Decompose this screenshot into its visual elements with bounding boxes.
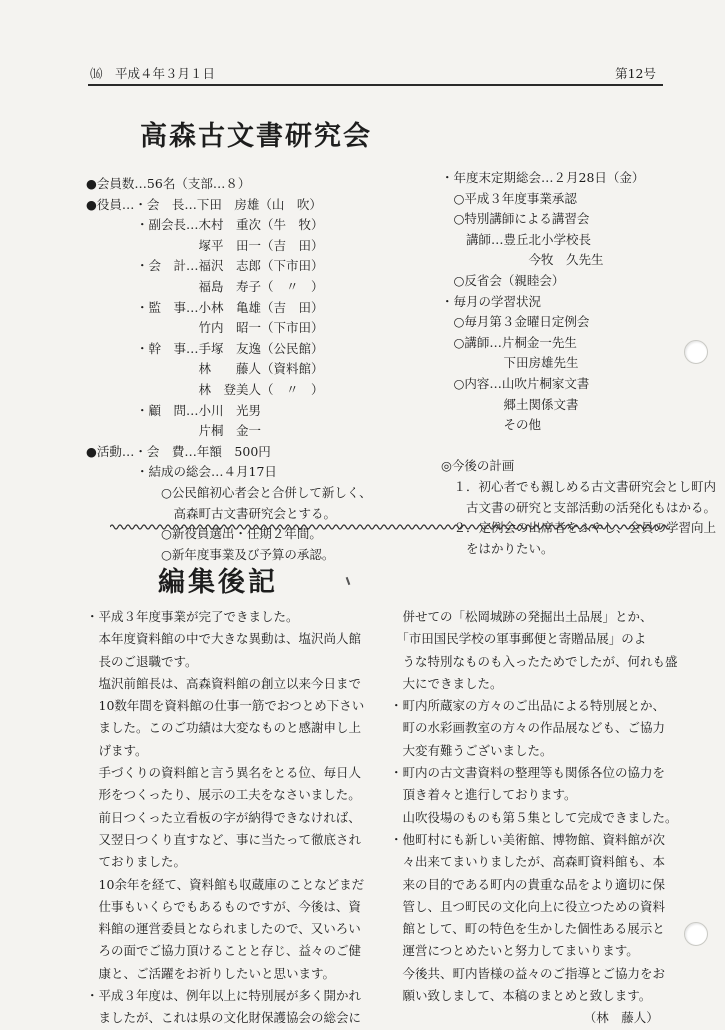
editorial-left-line: 仕事もいくらでもあるものですが、今後は、資	[86, 898, 361, 914]
editorial-left-line: ておりました。	[86, 854, 187, 870]
editorial-left-line: ろの面でご協力頂けることと存じ、益々のご健	[86, 943, 362, 959]
club-info-line: 高森町古文書研究会とする。	[86, 505, 337, 521]
club-activity-line	[441, 436, 691, 457]
club-activity-line: その他	[441, 417, 542, 433]
editorial-right-line: うな特別なものも入ったためでしたが、何れも盛	[390, 653, 678, 669]
club-info-line: 林 登美人（ 〃 ）	[86, 381, 324, 397]
editorial-left-line: ましたが、これは県の文化財保護協会の総会に	[86, 1010, 362, 1026]
editorial-right-line: 町の水彩画教室の方々の作品展なども、ご協力	[390, 720, 666, 736]
club-info-line: ●会員数…56名（支部…８）	[86, 176, 251, 191]
club-info-line: 福島 寿子（ 〃 ）	[86, 278, 324, 294]
editorial-right-line: ・町内の古文書資料の整理等も関係各位の協力を	[390, 765, 666, 781]
editorial-left-line: 料館の運営委員となられましたので、又いろい	[86, 921, 361, 937]
editorial-right-line: 館として、町の特色を生かした個性ある展示と	[390, 921, 665, 937]
section-title-henshu-koki: 編集後記	[158, 567, 278, 598]
editorial-left-line: 10余年を経て、資料館も収蔵庫のことなどまだ	[86, 876, 365, 892]
editorial-right-line: （林 藤人）	[390, 1010, 659, 1026]
club-info-line: ●役員…・会 長…下田 房雄（山 吹）	[86, 196, 322, 212]
editorial-left-line: げます。	[86, 742, 148, 758]
club-activity-column	[441, 168, 717, 559]
editorial-left-line: 康と、ご活躍をお祈りしたいと思います。	[86, 965, 336, 981]
editorial-right-line: 願い致しまして、本稿のまとめと致します。	[390, 988, 652, 1004]
editorial-right-column	[390, 606, 680, 1030]
editorial-right-line: ・町内所蔵家の方々のご出品による特別展とか、	[390, 698, 666, 714]
editorial-left-line: 又翌日つくり直すなど、事に当たって徹底され	[86, 831, 362, 847]
editorial-right-line: 「市田国民学校の軍事郵便と寄贈品展」のよ	[390, 631, 647, 647]
binder-hole-bottom	[684, 922, 708, 946]
stray-mark	[346, 577, 351, 585]
club-info-line: 林 藤人（資料館）	[86, 361, 324, 377]
club-activity-line: ・年度末定期総会…２月28日（金）	[441, 170, 645, 185]
editorial-left-line: 形をつくったり、展示の工夫をなさいました。	[86, 787, 361, 803]
editorial-left-line: ・平成３年度は、例年以上に特別展が多く開かれ	[86, 988, 362, 1004]
club-activity-line: 郷土関係文書	[441, 396, 579, 412]
editorial-right-line: ・他町村にも新しい美術館、博物館、資料館が次	[390, 831, 666, 847]
header-rule	[88, 84, 663, 86]
club-info-line: 塚平 田一（吉 田）	[86, 237, 324, 253]
editorial-right-line: 運営につとめたいと努力してまいります。	[390, 943, 639, 959]
editorial-right-line: 大にできました。	[390, 675, 503, 691]
editorial-right-line: 来の目的である町内の貴重な品をより適切に保	[390, 876, 666, 892]
editorial-left-line: 手づくりの資料館と言う異名をとる位、毎日人	[86, 765, 362, 781]
editorial-left-line: 本年度資料館の中で大きな異動は、塩沢尚人館	[86, 631, 362, 647]
club-activity-line: ２．定例会の出席者をふやし、会員の学習向上	[441, 520, 717, 536]
header-issue-number: 第12号	[615, 66, 656, 81]
club-info-line: ・会 計…福沢 志郎（下市田）	[86, 258, 324, 274]
editorial-right-line: 管し、且つ町民の文化向上に役立つための資料	[390, 898, 666, 914]
header-page-date: ⒃ 平成４年３月１日	[90, 66, 216, 81]
club-activity-line: をはかりたい。	[441, 540, 554, 556]
club-activity-line: 古文書の研究と支部活動の活発化もはかる。	[441, 499, 717, 515]
club-info-line: ○新年度事業及び予算の承認。	[86, 546, 335, 562]
club-info-line: 竹内 昭一（下市田）	[86, 320, 324, 336]
editorial-left-line: 長のご退職です。	[86, 653, 198, 669]
club-activity-line: ○特別講師による講習会	[441, 211, 590, 227]
club-activity-line: 今牧 久先生	[441, 252, 604, 268]
editorial-right-line: 大変有難うございました。	[390, 742, 553, 758]
editorial-right-line: 々出来てまいりましたが、高森町資料館も、本	[390, 854, 666, 870]
editorial-right-line: 山吹役場のものも第５集として完成できました。	[390, 809, 678, 825]
club-info-line: ・顧 問…小川 光男	[86, 402, 262, 418]
club-activity-line: ○内容…山吹片桐家文書	[441, 375, 590, 391]
club-info-line: ○公民館初心者会と合併して新しく、	[86, 484, 372, 500]
editorial-right-line: 併せての「松岡城跡の発掘出土品展」とか、	[390, 609, 653, 624]
club-info-line: ・結成の総会…４月17日	[86, 464, 277, 480]
club-activity-line: ○平成３年度事業承認	[441, 190, 577, 206]
editorial-left-column	[86, 606, 386, 1030]
club-info-line: ●活動…・会 費…年額 500円	[86, 443, 271, 459]
editorial-left-line: ・平成３年度事業が完了できました。	[86, 609, 299, 624]
section-title-kobunsho: 高森古文書研究会	[140, 121, 372, 152]
editorial-left-line: 塩沢前館長は、高森資料館の創立以来今日まで	[86, 675, 362, 691]
editorial-left-line: 前日つくった立看板の字が納得できなければ、	[86, 809, 361, 825]
editorial-left-line: ました。このご功績は大変なものと感謝申し上	[86, 720, 362, 736]
editorial-left-line: 10数年間を資料館の仕事一筋でおつとめ下さい	[86, 698, 365, 714]
club-activity-line: ○反省会（親睦会）	[441, 272, 565, 288]
club-activity-line: 講師…豊丘北小学校長	[441, 231, 592, 247]
editorial-right-line: 頂き着々と進行しております。	[390, 787, 577, 803]
club-info-line: ・監 事…小林 亀雄（吉 田）	[86, 299, 324, 315]
club-activity-line: ○講師…片桐金一先生	[441, 334, 577, 350]
club-info-line: 片桐 金一	[86, 423, 262, 439]
club-activity-line: ・毎月の学習状況	[441, 293, 542, 309]
club-info-line: ・幹 事…手塚 友逸（公民館）	[86, 340, 324, 356]
page-header	[90, 64, 662, 84]
club-activity-line: ○毎月第３金曜日定例会	[441, 314, 590, 330]
club-info-line: ○新役員選出・任期２年間。	[86, 526, 322, 542]
editorial-right-line: 今後共、町内皆様の益々のご指導とご協力をお	[390, 965, 666, 981]
club-activity-line: １．初心者でも親しめる古文書研究会とし町内	[441, 478, 717, 494]
club-activity-line: ◎今後の計画	[441, 458, 515, 474]
club-info-line: ・副会長…木村 重次（牛 牧）	[86, 217, 324, 233]
section-divider	[110, 522, 670, 532]
club-activity-line: 下田房雄先生	[441, 355, 579, 371]
club-info-column	[86, 174, 386, 565]
